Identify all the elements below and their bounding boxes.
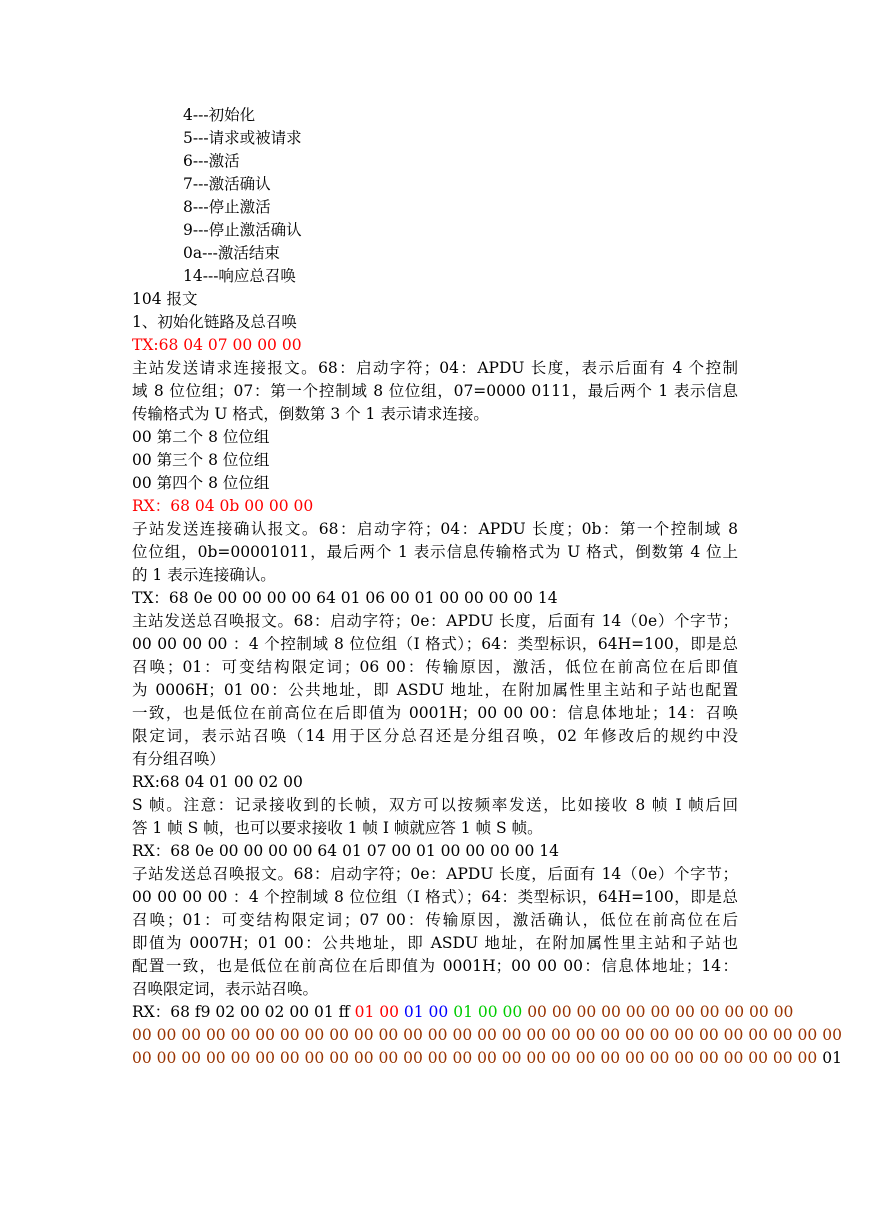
rx-frame-4-prefix: RX：68 f9 02 00 02 00 01 ff	[132, 1003, 350, 1021]
list-item: 4---初始化	[183, 106, 256, 124]
paragraph-line: 域 8 位位组；07：第一个控制域 8 位位组，07=0000 0111，最后两个 1 表示信息	[132, 382, 738, 400]
paragraph-line: 一致，也是低位在前高位在后即值为 0001H；00 00 00：信息体地址；14：召唤	[132, 704, 738, 722]
paragraph-line: 位位组，0b=00001011，最后两个 1 表示信息传输格式为 U 格式，倒数第 4 位上	[132, 543, 738, 561]
hex-segment-brown: 00 00 00 00 00 00 00 00 00 00 00 00 00 00 00 00 00 00 00 00 00 00 00 00 00 00 00 00	[132, 1049, 818, 1067]
paragraph-line: 00 00 00 00 ：4 个控制域 8 位位组（I 格式）；64：类型标识，64H=100，即是总	[132, 635, 738, 653]
hex-segment-blue: 01 00	[403, 1003, 449, 1021]
paragraph-line: 子站发送总召唤报文。68：启动字符；0e：APDU 长度，后面有 14（0e）个字节；	[132, 865, 738, 883]
hex-segment-red: 01 00	[354, 1003, 399, 1021]
rx-frame-3: RX：68 0e 00 00 00 00 64 01 07 00 01 00 00 00 00 14	[132, 842, 559, 860]
octet-line: 00 第二个 8 位位组	[132, 428, 270, 446]
paragraph-line: 召唤；01：可变结构限定词；06 00：传输原因，激活，低位在前高位在后即值	[132, 658, 738, 676]
paragraph-line: 即值为 0007H；01 00：公共地址，即 ASDU 地址，在附加属性里主站和子站也	[132, 934, 738, 952]
paragraph-line: 为 0006H；01 00：公共地址，即 ASDU 地址，在附加属性里主站和子站也配置	[132, 681, 738, 699]
paragraph-line: 配置一致，也是低位在前高位在后即值为 0001H；00 00 00：信息体地址；14：	[132, 957, 738, 975]
rx-frame-2: RX:68 04 01 00 02 00	[132, 773, 303, 791]
rx-frame-4-line-2: 00 00 00 00 00 00 00 00 00 00 00 00 00 00 00 00 00 00 00 00 00 00 00 00 00 00 00 00 00	[132, 1026, 842, 1044]
paragraph-line: 召唤；01：可变结构限定词；07 00：传输原因，激活确认，低位在前高位在后	[132, 911, 738, 929]
list-item: 9---停止激活确认	[183, 221, 302, 239]
rx-frame-1: RX：68 04 0b 00 00 00	[132, 497, 314, 515]
paragraph-line: 00 00 00 00 ：4 个控制域 8 位位组（I 格式）；64：类型标识，64H=100，即是总	[132, 888, 738, 906]
hex-segment-green: 01 00 00	[453, 1003, 523, 1021]
paragraph-line: 限定词，表示站召唤（14 用于区分总召还是分组召唤，02 年修改后的规约中没	[132, 727, 738, 745]
octet-line: 00 第三个 8 位位组	[132, 451, 270, 469]
hex-segment-end: 01	[822, 1049, 842, 1067]
paragraph-line: 子站发送连接确认报文。68：启动字符；04：APDU 长度；0b：第一个控制域 8	[132, 520, 738, 538]
list-item: 0a---激活结束	[183, 244, 280, 262]
list-item: 14---响应总召唤	[183, 267, 296, 285]
list-item: 7---激活确认	[183, 175, 271, 193]
paragraph-line: 的 1 表示连接确认。	[132, 566, 276, 584]
paragraph-line: 主站发送总召唤报文。68：启动字符；0e：APDU 长度，后面有 14（0e）个字节；	[132, 612, 738, 630]
list-item: 6---激活	[183, 152, 240, 170]
octet-line: 00 第四个 8 位位组	[132, 474, 270, 492]
paragraph-line: 有分组召唤）	[132, 750, 226, 768]
list-item: 5---请求或被请求	[183, 129, 302, 147]
tx-frame-2: TX：68 0e 00 00 00 00 64 01 06 00 01 00 00 00 00 14	[132, 589, 558, 607]
list-item: 8---停止激活	[183, 198, 271, 216]
tx-frame-1: TX:68 04 07 00 00 00	[132, 336, 302, 354]
paragraph-line: 主站发送请求连接报文。68：启动字符；04：APDU 长度，表示后面有 4 个控制	[132, 359, 738, 377]
section-title: 104 报文	[132, 290, 198, 308]
subsection-title: 1、初始化链路及总召唤	[132, 313, 297, 331]
paragraph-line: 召唤限定词，表示站召唤。	[132, 980, 319, 998]
rx-frame-4-line-1	[132, 1001, 794, 1024]
rx-frame-4-line-3	[132, 1047, 842, 1070]
paragraph-line: S 帧。注意：记录接收到的长帧，双方可以按频率发送，比如接收 8 帧 I 帧后回	[132, 796, 738, 814]
hex-segment-brown: 00 00 00 00 00 00 00 00 00 00 00	[527, 1003, 794, 1021]
paragraph-line: 答 1 帧 S 帧，也可以要求接收 1 帧 I 帧就应答 1 帧 S 帧。	[132, 819, 543, 837]
paragraph-line: 传输格式为 U 格式，倒数第 3 个 1 表示请求连接。	[132, 405, 489, 423]
